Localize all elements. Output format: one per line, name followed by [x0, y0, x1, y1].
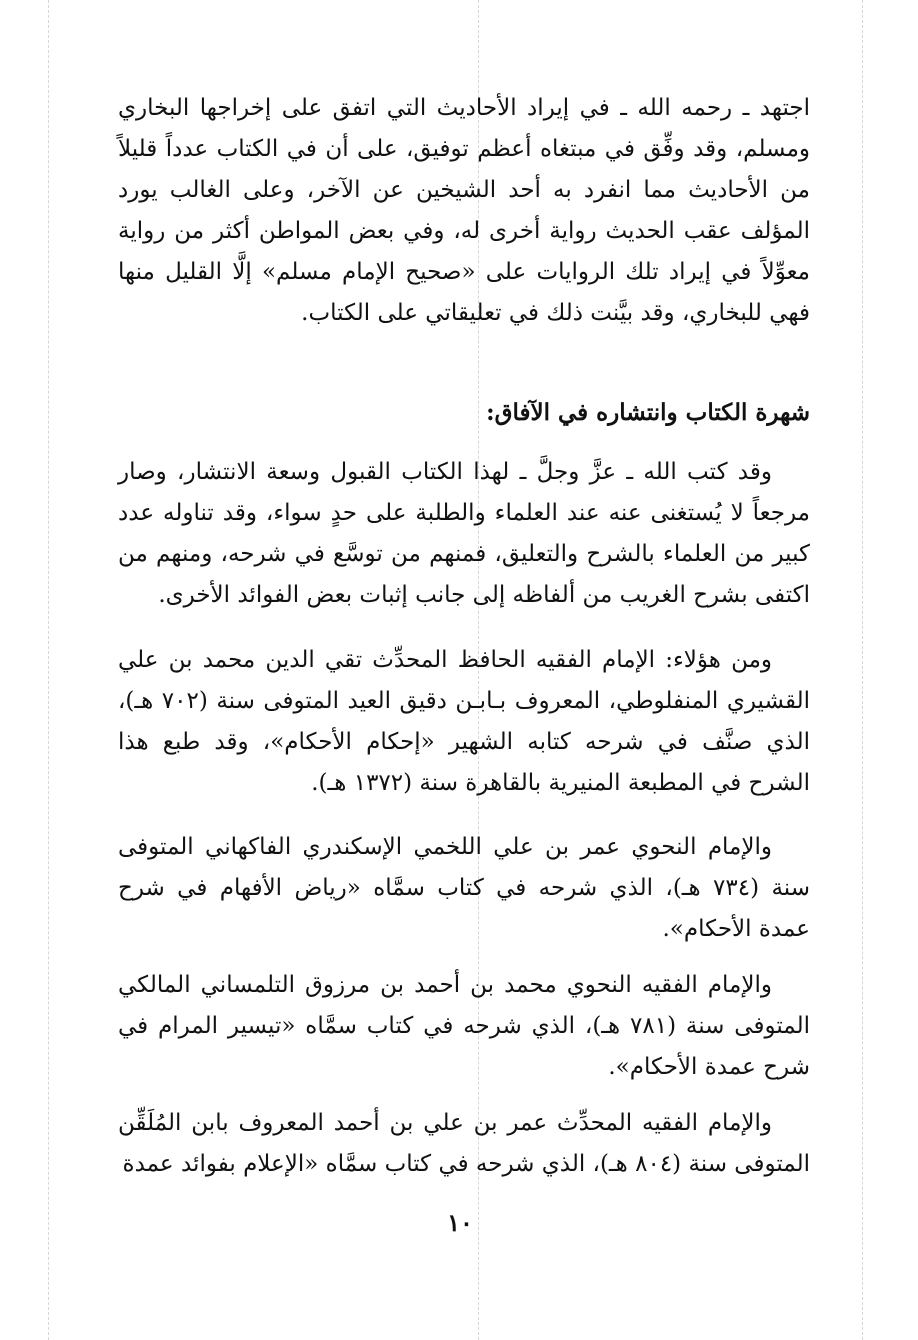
paragraph-ibn-mulaqqin [118, 1103, 810, 1185]
paragraph-ibn-daqiq [118, 640, 810, 804]
paragraph-ibn-marzuq [118, 965, 810, 1088]
paragraph-text: وقد كتب الله ـ عزَّ وجلَّ ـ لهذا الكتاب القبول وسعة الانتشار، وصار مرجعاً لا يُستغنى عنه عند العلماء والطلبة على حدٍ سواء، وقد تناوله عدد كبير من العلماء بالشرح والتعليق، فمنهم من توسَّع في شرحه، ومنهم من اكتفى بشرح الغريب من ألفاظه إلى جانب إثبات بعض الفوائد الأخرى. [118, 459, 810, 608]
paragraph-fame [118, 452, 810, 616]
paragraph-text: ومن هؤلاء: الإمام الفقيه الحافظ المحدِّث تقي الدين محمد بن علي القشيري المنفلوطي، المعروف بـابـن دقيق العيد المتوفى سنة (٧٠٢ هـ)، الذي صنَّف في شرحه كتابه الشهير «إحكام الأحكام»، وقد طبع هذا الشرح في المطبعة المنيرية بالقاهرة سنة (١٣٧٢ هـ). [118, 647, 810, 796]
paragraph-fakihani [118, 827, 810, 950]
paragraph-intro [118, 88, 810, 334]
margin-guide-line [862, 0, 863, 1340]
page-number: ١٠ [447, 1208, 473, 1237]
paragraph-text: والإمام الفقيه النحوي محمد بن أحمد بن مرزوق التلمساني المالكي المتوفى سنة (٧٨١ هـ)، الذي شرحه في كتاب سمَّاه «تيسير المرام في شرح عمدة الأحكام». [118, 972, 810, 1080]
margin-guide-line [48, 0, 49, 1340]
paragraph-text: والإمام الفقيه المحدِّث عمر بن علي بن أحمد المعروف بابن المُلَقِّن المتوفى سنة (٨٠٤ هـ)، الذي شرحه في كتاب سمَّاه «الإعلام بفوائد عمدة [118, 1110, 810, 1177]
paragraph-text: والإمام النحوي عمر بن علي اللخمي الإسكندري الفاكهاني المتوفى سنة (٧٣٤ هـ)، الذي شرحه في كتاب سمَّاه «رياض الأفهام في شرح عمدة الأحكام». [118, 834, 810, 942]
paragraph-text: اجتهد ـ رحمه الله ـ في إيراد الأحاديث التي اتفق على إخراجها البخاري ومسلم، وقد وفِّق في مبتغاه أعظم توفيق، على أن في الكتاب عدداً قليلاً من الأحاديث مما انفرد به أحد الشيخين عن الآخر، وعلى الغالب يورد المؤلف عقب الحديث رواية أخرى له، وفي بعض المواطن أكثر من رواية معوِّلاً في إيراد تلك الروايات على «صحيح الإمام مسلم» إلَّا القليل منها فهي للبخاري، وقد بيَّنت ذلك في تعليقاتي على الكتاب. [118, 95, 810, 326]
section-heading: شهرة الكتاب وانتشاره في الآفاق: [486, 399, 810, 426]
